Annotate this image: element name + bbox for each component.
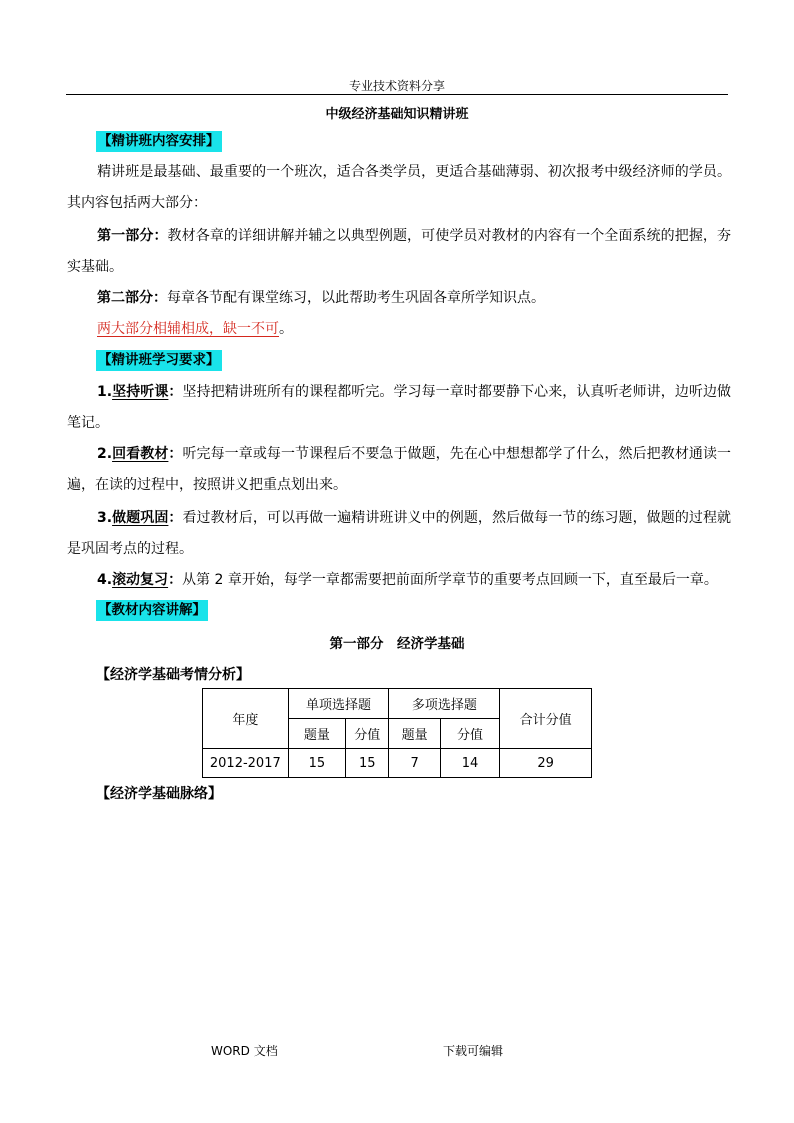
requirement-label: 滚动复习 bbox=[112, 572, 169, 588]
part2-text: 每章各节配有课堂练习，以此帮助考生巩固各章所学知识点。 bbox=[167, 290, 545, 306]
multi-score-cell: 14 bbox=[440, 749, 499, 778]
requirement-number: 2. bbox=[97, 446, 113, 462]
part1-paragraph bbox=[67, 221, 731, 283]
requirement-text: 从第 2 章开始，每学一章都需要把前面所学章节的重要考点回顾一下，直至最后一章。 bbox=[182, 572, 718, 588]
requirement-colon: ： bbox=[168, 572, 183, 588]
part1-label: 第一部分： bbox=[97, 228, 168, 244]
table-row bbox=[203, 749, 592, 778]
requirement-colon: ： bbox=[168, 446, 183, 462]
multi-count-header: 题量 bbox=[389, 719, 440, 749]
single-score-header: 分值 bbox=[346, 719, 389, 749]
requirement-number: 1. bbox=[97, 384, 113, 400]
requirement-number: 3. bbox=[97, 510, 113, 526]
intro-text: 精讲班是最基础、最重要的一个班次，适合各类学员，更适合基础薄弱、初次报考中级经济师的学员。其内容包括两大部分： bbox=[67, 164, 731, 211]
header-divider bbox=[66, 94, 728, 95]
requirement-item bbox=[67, 503, 731, 565]
table-header-row bbox=[203, 689, 592, 719]
exam-analysis-heading: 【经济学基础考情分析】 bbox=[96, 667, 250, 683]
section-heading-course-arrangement: 【精讲班内容安排】 bbox=[96, 131, 222, 152]
requirement-label: 做题巩固 bbox=[112, 510, 169, 526]
single-score-cell: 15 bbox=[346, 749, 389, 778]
requirement-label: 坚持听课 bbox=[112, 384, 169, 400]
part2-paragraph bbox=[67, 283, 731, 314]
emphasis-period: 。 bbox=[279, 321, 293, 337]
requirement-text: 看过教材后，可以再做一遍精讲班讲义中的例题，然后做每一节的练习题，做题的过程就是巩固考点的过程。 bbox=[67, 510, 732, 557]
requirement-item bbox=[67, 565, 731, 596]
exam-analysis-table bbox=[202, 688, 592, 778]
single-count-header: 题量 bbox=[288, 719, 345, 749]
requirement-colon: ： bbox=[168, 384, 183, 400]
single-count-cell: 15 bbox=[288, 749, 345, 778]
multi-count-cell: 7 bbox=[389, 749, 440, 778]
requirement-label: 回看教材 bbox=[112, 446, 169, 462]
intro-paragraph bbox=[67, 157, 731, 219]
document-title: 中级经济基础知识精讲班 bbox=[325, 107, 469, 122]
outline-heading: 【经济学基础脉络】 bbox=[96, 786, 222, 802]
multi-choice-header: 多项选择题 bbox=[389, 689, 500, 719]
requirement-text: 坚持把精讲班所有的课程都听完。学习每一章时都要静下心来，认真听老师讲，边听边做笔记。 bbox=[67, 384, 732, 431]
requirement-number: 4. bbox=[97, 572, 113, 588]
requirement-item bbox=[67, 377, 731, 439]
requirement-item bbox=[67, 439, 731, 501]
requirement-colon: ： bbox=[168, 510, 183, 526]
single-choice-header: 单项选择题 bbox=[288, 689, 389, 719]
multi-score-header: 分值 bbox=[440, 719, 499, 749]
part1-text: 教材各章的详细讲解并辅之以典型例题，可使学员对教材的内容有一个全面系统的把握，夯实基础。 bbox=[67, 228, 732, 275]
section-heading-study-requirements: 【精讲班学习要求】 bbox=[96, 350, 222, 371]
footer-right: 下载可编辑 bbox=[443, 1044, 504, 1058]
emphasis-paragraph bbox=[67, 314, 731, 345]
page-header: 专业技术资料分享 bbox=[348, 79, 445, 93]
total-score-cell: 29 bbox=[500, 749, 592, 778]
requirement-text: 听完每一章或每一节课程后不要急于做题，先在心中想想都学了什么，然后把教材通读一遍，在读的过程中，按照讲义把重点划出来。 bbox=[67, 446, 732, 493]
section-heading-textbook-content: 【教材内容讲解】 bbox=[96, 600, 208, 621]
year-cell: 2012-2017 bbox=[203, 749, 289, 778]
total-score-header: 合计分值 bbox=[500, 689, 592, 749]
part-title: 第一部分 经济学基础 bbox=[329, 636, 465, 652]
year-header: 年度 bbox=[203, 689, 289, 749]
emphasis-text: 两大部分相辅相成，缺一不可 bbox=[97, 321, 279, 337]
part2-label: 第二部分： bbox=[97, 290, 167, 306]
footer-left: WORD 文档 bbox=[211, 1044, 278, 1058]
